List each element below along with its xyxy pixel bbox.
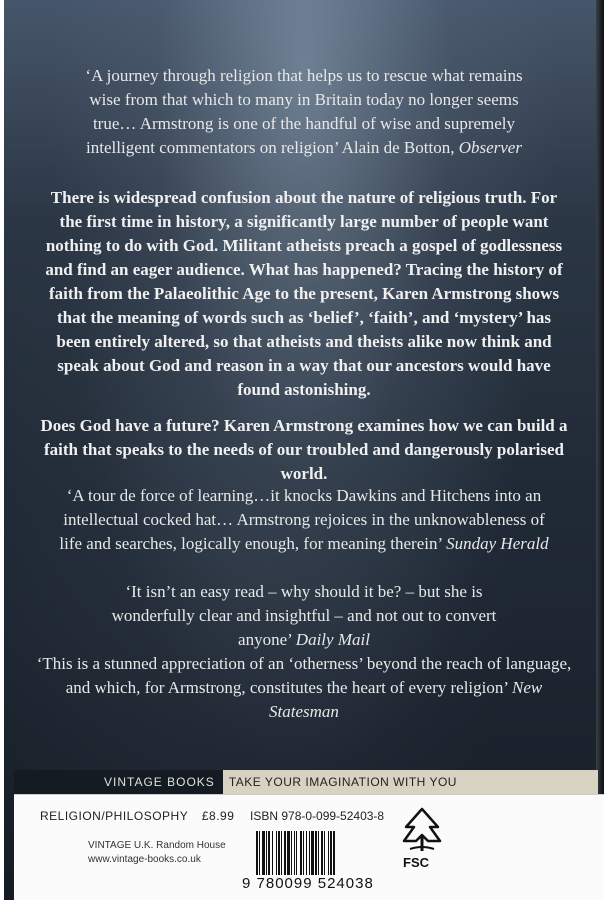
publisher-info	[88, 839, 226, 867]
review-quote-observer	[4, 64, 604, 160]
imprint-tagline: TAKE YOUR IMAGINATION WITH YOU	[223, 770, 598, 794]
quote-source: New Statesman	[269, 678, 543, 721]
review-quote-sunday-herald	[4, 484, 604, 556]
price-label: £8.99	[201, 809, 235, 823]
category-line	[40, 809, 234, 823]
quote-text: ‘It isn’t an easy read – why should it be? – but she is wonderfully clear and insightful – and not out to convert anyone’	[111, 582, 497, 649]
imprint-brand: VINTAGE BOOKS	[14, 770, 223, 794]
barcode-number: 9 780099 524038	[242, 875, 374, 892]
barcode-panel	[14, 794, 604, 900]
publisher-website: www.vintage-books.co.uk	[88, 854, 201, 865]
fsc-label: FSC	[403, 855, 429, 870]
quote-source: Daily Mail	[295, 630, 370, 649]
quote-source: Observer	[458, 138, 522, 157]
quote-text: ‘A journey through religion that helps us to rescue what remains wise from that which to many in Britain today no longer seems true… Armstrong is one of the handful of wise and supremely intelligent commentators on religion’ Alain de Botton,	[85, 66, 523, 157]
review-quote-daily-mail	[4, 580, 604, 652]
category-label: RELIGION/PHILOSOPHY	[40, 809, 188, 823]
imprint-banner	[14, 770, 598, 794]
blurb-paragraph-1: There is widespread confusion about the nature of religious truth. For the first time in history, a significantly large number of people want nothing to do with God. Militant atheists preach a gospel of godlessness and find an eager audience. What has happened? Tracing the history of faith from the Palaeolithic Age to the present, Karen Armstrong shows that the meaning of words such as ‘belief’, ‘faith’, and ‘mystery’ has been entirely altered, so that atheists and theists alike now think and speak about God and reason in a way that our ancestors would have found astonishing.	[45, 188, 563, 399]
review-quote-new-statesman	[4, 652, 604, 724]
barcode-bar	[335, 831, 336, 875]
publisher-name: VINTAGE U.K. Random House	[88, 840, 226, 851]
back-cover	[4, 0, 604, 900]
quote-text: ‘This is a stunned appreciation of an ‘otherness’ beyond the reach of language, and which, for Armstrong, constitutes the heart of every religion’	[36, 654, 572, 697]
quote-text: ‘A tour de force of learning…it knocks Dawkins and Hitchens into an intellectual cocked hat… Armstrong rejoices in the unknowableness of life and searches, logically enough, for meaning therein’	[59, 486, 545, 553]
isbn-label: ISBN 978-0-099-52403-8	[250, 809, 385, 823]
quote-source: Sunday Herald	[446, 534, 549, 553]
blurb-paragraph-2: Does God have a future? Karen Armstrong examines how we can build a faith that speaks to the needs of our troubled and dangerously polarised world.	[40, 416, 568, 483]
barcode-graphic	[256, 831, 384, 875]
